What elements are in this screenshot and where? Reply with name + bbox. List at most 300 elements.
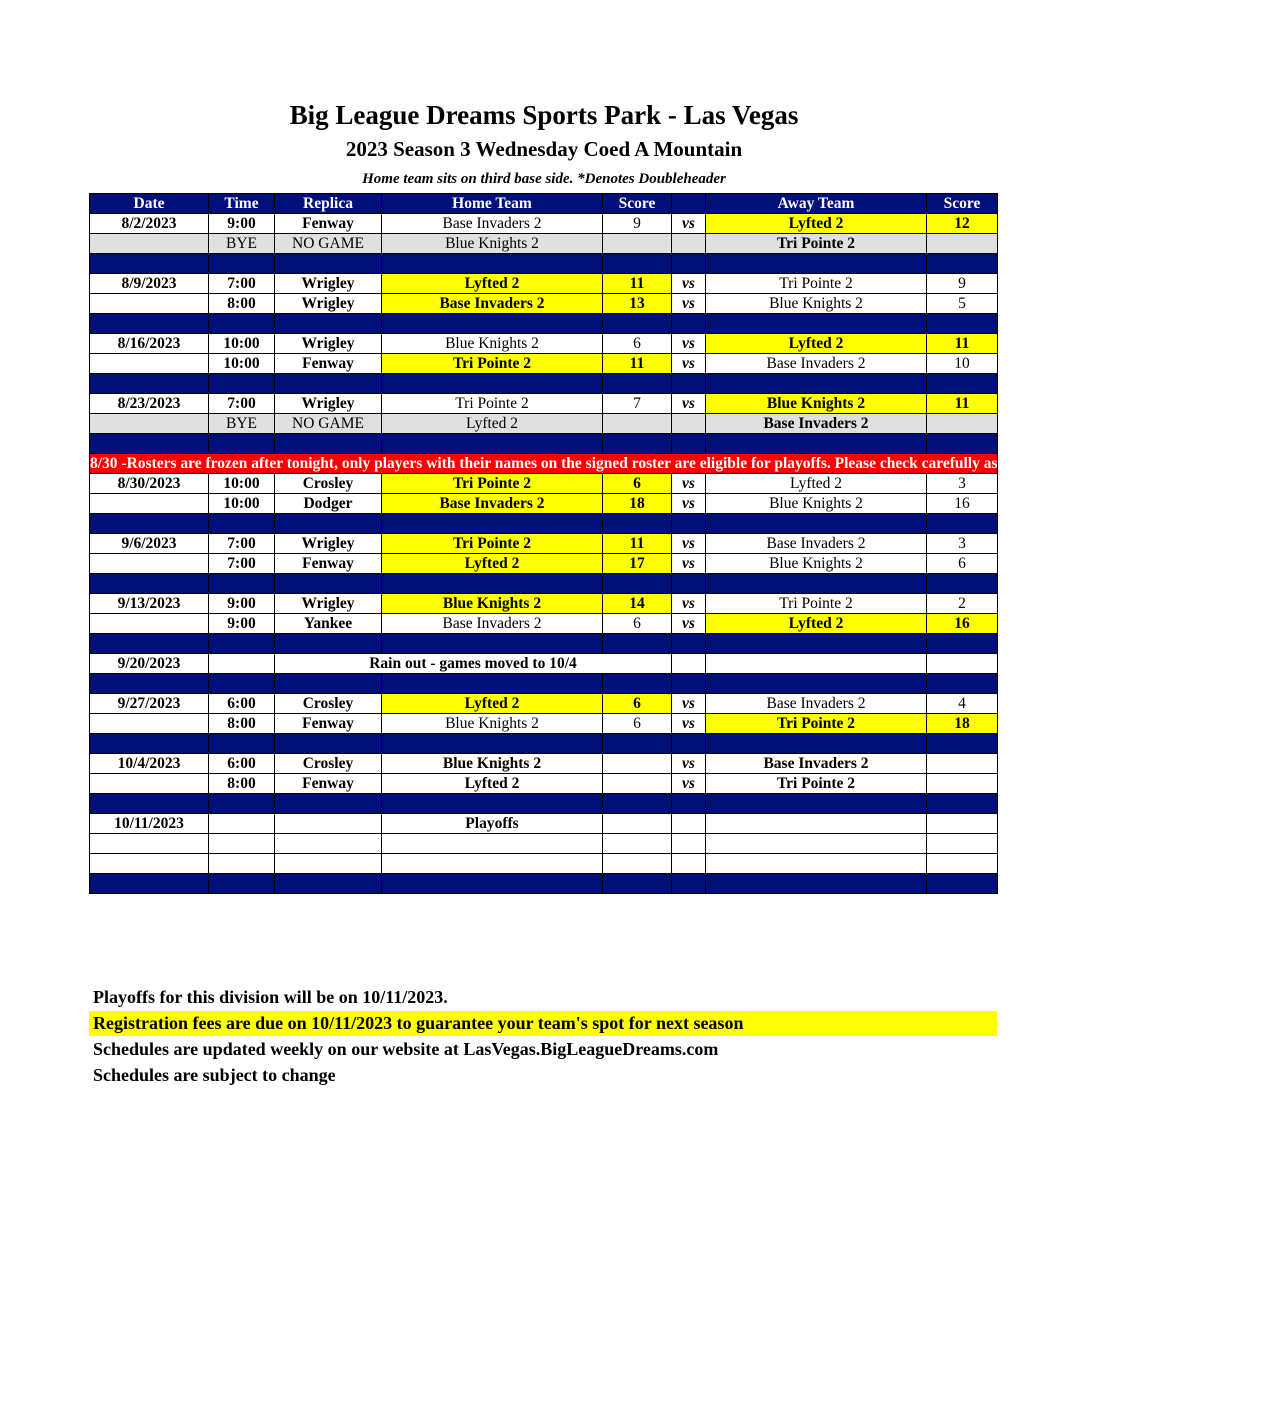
away-score: 16 — [927, 614, 998, 634]
separator-cell — [209, 374, 275, 394]
table-row — [90, 274, 998, 294]
separator-cell — [209, 514, 275, 534]
field-replica: Crosley — [275, 694, 382, 714]
table-row — [90, 694, 998, 714]
vs-cell: vs — [672, 274, 706, 294]
separator-cell — [927, 794, 998, 814]
separator-cell — [672, 434, 706, 454]
separator-cell — [927, 734, 998, 754]
home-score: 6 — [603, 474, 672, 494]
separator-cell — [672, 794, 706, 814]
table-row — [90, 354, 998, 374]
separator-cell — [90, 574, 209, 594]
separator-row — [90, 674, 998, 694]
separator-cell — [706, 254, 927, 274]
separator-cell — [275, 314, 382, 334]
field-replica: Wrigley — [275, 294, 382, 314]
separator-row — [90, 254, 998, 274]
game-date — [90, 414, 209, 434]
away-score: 3 — [927, 474, 998, 494]
separator-cell — [275, 674, 382, 694]
separator-cell — [90, 314, 209, 334]
col-header-away-score: Score — [927, 194, 998, 214]
game-time — [209, 854, 275, 874]
separator-cell — [382, 434, 603, 454]
game-date — [90, 494, 209, 514]
field-replica: Crosley — [275, 754, 382, 774]
separator-cell — [603, 514, 672, 534]
separator-cell — [90, 794, 209, 814]
away-score — [927, 814, 998, 834]
col-header-time: Time — [209, 194, 275, 214]
vs-cell: vs — [672, 594, 706, 614]
game-time: 7:00 — [209, 534, 275, 554]
vs-cell — [672, 854, 706, 874]
separator-cell — [382, 874, 603, 894]
away-team: Lyfted 2 — [706, 474, 927, 494]
away-team: Tri Pointe 2 — [706, 714, 927, 734]
table-row — [90, 494, 998, 514]
vs-cell: vs — [672, 774, 706, 794]
separator-cell — [672, 254, 706, 274]
separator-cell — [603, 794, 672, 814]
separator-cell — [382, 514, 603, 534]
separator-cell — [275, 794, 382, 814]
roster-notice-row — [90, 454, 998, 474]
vs-cell — [672, 654, 706, 674]
game-time: 6:00 — [209, 694, 275, 714]
away-team: Blue Knights 2 — [706, 294, 927, 314]
game-time: 9:00 — [209, 214, 275, 234]
game-date: 8/2/2023 — [90, 214, 209, 234]
away-score — [927, 834, 998, 854]
separator-cell — [603, 434, 672, 454]
separator-cell — [603, 314, 672, 334]
away-team: Base Invaders 2 — [706, 354, 927, 374]
separator-cell — [927, 514, 998, 534]
vs-cell: vs — [672, 694, 706, 714]
home-team: Tri Pointe 2 — [382, 534, 603, 554]
separator-cell — [927, 254, 998, 274]
table-row — [90, 214, 998, 234]
game-date: 9/6/2023 — [90, 534, 209, 554]
home-score — [603, 834, 672, 854]
field-replica — [275, 814, 382, 834]
separator-cell — [672, 674, 706, 694]
game-date — [90, 854, 209, 874]
separator-cell — [603, 734, 672, 754]
table-row — [90, 754, 998, 774]
separator-row — [90, 874, 998, 894]
field-replica: Wrigley — [275, 534, 382, 554]
home-score: 7 — [603, 394, 672, 414]
game-time: 9:00 — [209, 614, 275, 634]
home-team — [382, 854, 603, 874]
game-time — [209, 834, 275, 854]
schedule-note: Home team sits on third base side. *Denotes Doubleheader — [362, 171, 726, 187]
away-team — [706, 834, 927, 854]
home-team: Lyfted 2 — [382, 554, 603, 574]
away-team: Base Invaders 2 — [706, 414, 927, 434]
game-time: 10:00 — [209, 354, 275, 374]
away-team: Base Invaders 2 — [706, 694, 927, 714]
separator-cell — [927, 874, 998, 894]
field-replica: Crosley — [275, 474, 382, 494]
vs-cell: vs — [672, 214, 706, 234]
separator-cell — [90, 434, 209, 454]
table-row — [90, 774, 998, 794]
game-time: 7:00 — [209, 274, 275, 294]
game-time: 8:00 — [209, 294, 275, 314]
away-score: 11 — [927, 394, 998, 414]
separator-cell — [927, 634, 998, 654]
separator-cell — [90, 674, 209, 694]
game-time: 9:00 — [209, 594, 275, 614]
separator-cell — [706, 574, 927, 594]
away-team: Lyfted 2 — [706, 614, 927, 634]
away-team: Lyfted 2 — [706, 334, 927, 354]
vs-cell — [672, 414, 706, 434]
away-team: Base Invaders 2 — [706, 534, 927, 554]
separator-cell — [927, 574, 998, 594]
away-score: 6 — [927, 554, 998, 574]
separator-cell — [275, 514, 382, 534]
home-score — [603, 414, 672, 434]
away-score: 9 — [927, 274, 998, 294]
separator-cell — [927, 674, 998, 694]
game-time — [209, 814, 275, 834]
vs-cell — [672, 234, 706, 254]
table-row — [90, 814, 998, 834]
separator-cell — [90, 734, 209, 754]
separator-cell — [209, 434, 275, 454]
away-score — [927, 234, 998, 254]
separator-cell — [382, 634, 603, 654]
home-team: Lyfted 2 — [382, 414, 603, 434]
separator-cell — [603, 254, 672, 274]
game-time: 10:00 — [209, 494, 275, 514]
vs-cell: vs — [672, 334, 706, 354]
separator-cell — [209, 574, 275, 594]
home-team: Base Invaders 2 — [382, 214, 603, 234]
separator-cell — [672, 734, 706, 754]
separator-row — [90, 514, 998, 534]
home-team: Lyfted 2 — [382, 694, 603, 714]
away-team: Blue Knights 2 — [706, 494, 927, 514]
game-date: 8/23/2023 — [90, 394, 209, 414]
separator-row — [90, 374, 998, 394]
home-team: Blue Knights 2 — [382, 334, 603, 354]
vs-cell: vs — [672, 534, 706, 554]
away-score: 11 — [927, 334, 998, 354]
away-score: 12 — [927, 214, 998, 234]
home-score: 18 — [603, 494, 672, 514]
table-row — [90, 614, 998, 634]
table-row — [90, 594, 998, 614]
separator-cell — [603, 634, 672, 654]
home-team: Playoffs — [382, 814, 603, 834]
away-score — [927, 654, 998, 674]
away-score: 18 — [927, 714, 998, 734]
game-date: 8/30/2023 — [90, 474, 209, 494]
home-score: 9 — [603, 214, 672, 234]
game-time: BYE — [209, 414, 275, 434]
separator-cell — [603, 374, 672, 394]
game-date — [90, 714, 209, 734]
table-row — [90, 834, 998, 854]
separator-cell — [706, 674, 927, 694]
game-date: 10/11/2023 — [90, 814, 209, 834]
separator-cell — [706, 874, 927, 894]
vs-cell: vs — [672, 474, 706, 494]
separator-cell — [927, 434, 998, 454]
field-replica: Fenway — [275, 554, 382, 574]
table-row — [90, 554, 998, 574]
page-title: Big League Dreams Sports Park - Las Vegas — [289, 100, 799, 130]
separator-cell — [706, 374, 927, 394]
separator-cell — [603, 674, 672, 694]
away-team — [706, 654, 927, 674]
table-header-row — [90, 194, 998, 214]
separator-cell — [706, 634, 927, 654]
away-score: 5 — [927, 294, 998, 314]
away-score — [927, 774, 998, 794]
col-header-replica: Replica — [275, 194, 382, 214]
home-team: Base Invaders 2 — [382, 614, 603, 634]
home-score: 13 — [603, 294, 672, 314]
footer-website: Schedules are updated weekly on our website at LasVegas.BigLeagueDreams.com — [93, 1039, 719, 1059]
home-team: Blue Knights 2 — [382, 594, 603, 614]
bye-row — [90, 234, 998, 254]
away-score: 16 — [927, 494, 998, 514]
home-score: 6 — [603, 614, 672, 634]
game-date: 8/9/2023 — [90, 274, 209, 294]
separator-cell — [927, 374, 998, 394]
separator-row — [90, 434, 998, 454]
separator-row — [90, 734, 998, 754]
game-date — [90, 294, 209, 314]
separator-cell — [275, 874, 382, 894]
home-score: 6 — [603, 334, 672, 354]
separator-cell — [672, 374, 706, 394]
vs-cell: vs — [672, 714, 706, 734]
home-score: 6 — [603, 694, 672, 714]
col-header-date: Date — [90, 194, 209, 214]
game-date — [90, 354, 209, 374]
home-team: Base Invaders 2 — [382, 294, 603, 314]
field-replica: Fenway — [275, 354, 382, 374]
separator-cell — [90, 514, 209, 534]
away-team — [706, 854, 927, 874]
separator-cell — [603, 874, 672, 894]
separator-row — [90, 794, 998, 814]
game-date: 10/4/2023 — [90, 754, 209, 774]
separator-row — [90, 634, 998, 654]
home-team: Base Invaders 2 — [382, 494, 603, 514]
separator-cell — [706, 734, 927, 754]
home-score: 17 — [603, 554, 672, 574]
separator-cell — [382, 734, 603, 754]
home-score — [603, 234, 672, 254]
separator-cell — [706, 794, 927, 814]
game-time — [209, 654, 275, 674]
separator-cell — [672, 314, 706, 334]
home-team: Blue Knights 2 — [382, 714, 603, 734]
vs-cell: vs — [672, 394, 706, 414]
game-date — [90, 554, 209, 574]
field-replica — [275, 854, 382, 874]
home-team — [382, 834, 603, 854]
separator-cell — [90, 874, 209, 894]
game-time: 8:00 — [209, 774, 275, 794]
col-header-vs — [672, 194, 706, 214]
separator-cell — [275, 434, 382, 454]
game-time: 7:00 — [209, 554, 275, 574]
separator-row — [90, 314, 998, 334]
field-replica: Wrigley — [275, 274, 382, 294]
home-team: Blue Knights 2 — [382, 234, 603, 254]
separator-cell — [209, 314, 275, 334]
separator-cell — [275, 574, 382, 594]
vs-cell — [672, 834, 706, 854]
table-row — [90, 294, 998, 314]
footer-fees: Registration fees are due on 10/11/2023 to guarantee your team's spot for next season — [89, 1011, 997, 1036]
separator-cell — [209, 674, 275, 694]
away-team — [706, 814, 927, 834]
away-team: Tri Pointe 2 — [706, 594, 927, 614]
table-row — [90, 534, 998, 554]
away-score: 2 — [927, 594, 998, 614]
separator-cell — [382, 574, 603, 594]
home-score: 11 — [603, 274, 672, 294]
field-replica: Fenway — [275, 774, 382, 794]
separator-cell — [382, 314, 603, 334]
game-time: BYE — [209, 234, 275, 254]
table-row — [90, 334, 998, 354]
separator-cell — [706, 314, 927, 334]
home-score: 6 — [603, 714, 672, 734]
game-date: 9/13/2023 — [90, 594, 209, 614]
home-team: Tri Pointe 2 — [382, 474, 603, 494]
separator-cell — [209, 874, 275, 894]
separator-cell — [275, 254, 382, 274]
away-score — [927, 414, 998, 434]
separator-cell — [672, 574, 706, 594]
home-score — [603, 814, 672, 834]
field-replica: NO GAME — [275, 234, 382, 254]
separator-cell — [672, 514, 706, 534]
table-row — [90, 854, 998, 874]
home-score — [603, 774, 672, 794]
away-score: 10 — [927, 354, 998, 374]
away-score — [927, 854, 998, 874]
home-score — [603, 854, 672, 874]
home-team: Lyfted 2 — [382, 774, 603, 794]
home-score: 11 — [603, 354, 672, 374]
separator-cell — [382, 674, 603, 694]
separator-cell — [90, 634, 209, 654]
away-score — [927, 754, 998, 774]
separator-cell — [209, 794, 275, 814]
separator-cell — [90, 254, 209, 274]
separator-cell — [209, 634, 275, 654]
away-score: 4 — [927, 694, 998, 714]
separator-cell — [927, 314, 998, 334]
game-date — [90, 774, 209, 794]
home-team: Blue Knights 2 — [382, 754, 603, 774]
field-replica: Wrigley — [275, 334, 382, 354]
home-team: Tri Pointe 2 — [382, 394, 603, 414]
separator-cell — [672, 634, 706, 654]
game-date — [90, 234, 209, 254]
separator-cell — [706, 514, 927, 534]
game-date: 9/20/2023 — [90, 654, 209, 674]
game-time: 8:00 — [209, 714, 275, 734]
table-row — [90, 714, 998, 734]
field-replica: NO GAME — [275, 414, 382, 434]
footer-change: Schedules are subject to change — [93, 1065, 336, 1085]
home-team: Tri Pointe 2 — [382, 354, 603, 374]
vs-cell: vs — [672, 354, 706, 374]
home-score: 11 — [603, 534, 672, 554]
game-date — [90, 614, 209, 634]
separator-cell — [382, 254, 603, 274]
field-replica — [275, 834, 382, 854]
away-team: Blue Knights 2 — [706, 394, 927, 414]
away-score: 3 — [927, 534, 998, 554]
home-score: 14 — [603, 594, 672, 614]
away-team: Blue Knights 2 — [706, 554, 927, 574]
game-time: 7:00 — [209, 394, 275, 414]
away-team: Base Invaders 2 — [706, 754, 927, 774]
separator-cell — [90, 374, 209, 394]
separator-cell — [275, 734, 382, 754]
separator-cell — [382, 794, 603, 814]
away-team: Lyfted 2 — [706, 214, 927, 234]
schedule-body — [90, 214, 1262, 894]
page-subtitle: 2023 Season 3 Wednesday Coed A Mountain — [345, 137, 743, 161]
field-replica: Fenway — [275, 714, 382, 734]
vs-cell: vs — [672, 554, 706, 574]
separator-cell — [275, 374, 382, 394]
separator-cell — [382, 374, 603, 394]
game-time: 10:00 — [209, 474, 275, 494]
away-team: Tri Pointe 2 — [706, 774, 927, 794]
separator-cell — [209, 254, 275, 274]
col-header-away-team: Away Team — [706, 194, 927, 214]
field-replica: Wrigley — [275, 394, 382, 414]
separator-row — [90, 574, 998, 594]
roster-notice: 8/30 -Rosters are frozen after tonight, only players with their names on the signed roster are eligible for playoffs. Please check carefully as changes will not be made for omissions. — [90, 455, 1262, 472]
schedule-table — [89, 193, 1262, 894]
field-replica: Fenway — [275, 214, 382, 234]
game-time: 10:00 — [209, 334, 275, 354]
home-score — [603, 754, 672, 774]
separator-cell — [672, 874, 706, 894]
away-team: Tri Pointe 2 — [706, 234, 927, 254]
footer-playoffs: Playoffs for this division will be on 10/11/2023. — [93, 987, 448, 1007]
field-replica: Yankee — [275, 614, 382, 634]
home-team: Lyfted 2 — [382, 274, 603, 294]
game-date — [90, 834, 209, 854]
vs-cell: vs — [672, 754, 706, 774]
game-time: 6:00 — [209, 754, 275, 774]
vs-cell: vs — [672, 614, 706, 634]
field-replica: Wrigley — [275, 594, 382, 614]
table-row — [90, 474, 998, 494]
col-header-home-score: Score — [603, 194, 672, 214]
rainout-row — [90, 654, 998, 674]
